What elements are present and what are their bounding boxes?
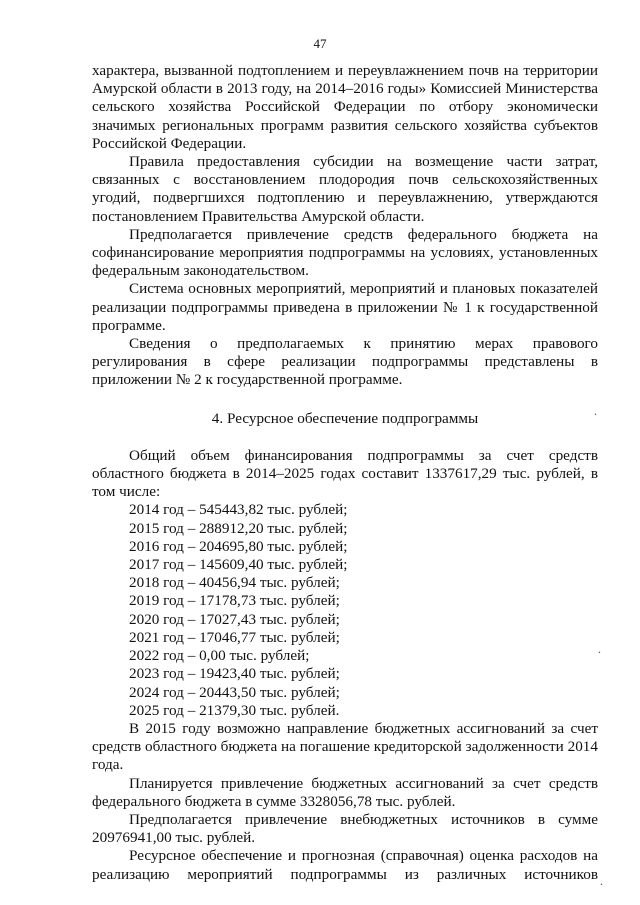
scan-mark: . [598,642,601,656]
year-item: 2018 год – 40456,94 тыс. рублей; [129,574,340,592]
paragraph-financing-intro: Общий объем финансирования подпрограммы за счет средств областного бюджета в 2014–2025 годах составит 1337617,29 тыс. рублей, в том числе: [92,446,598,501]
year-item: 2024 год – 20443,50 тыс. рублей; [129,683,340,701]
paragraph-continuation: характера, вызванной подтоплением и переувлажнением почв на территории Амурской области в 2013 году, на 2014–2016 годы» Комиссией Министерства сельского хозяйства Российской Федерации по отбору экономически значимых региональных программ развития сельского хозяйства субъектов Российской Федерации. [92,62,598,152]
year-item: 2014 год – 545443,82 тыс. рублей; [129,501,348,519]
paragraph-subsidy-rules: Правила предоставления субсидии на возмещение части затрат, связанных с восстановлением плодородия почв сельскохозяйственных угодий, подвергшихся подтоплению и переувлажнению, утверждаются постановлением Правительства Амурской области. [92,153,598,225]
year-item: 2015 год – 288912,20 тыс. рублей; [129,519,348,537]
year-item: 2025 год – 21379,30 тыс. рублей. [129,701,340,719]
paragraph-resource-estimate: Ресурсное обеспечение и прогнозная (справочная) оценка расходов на реализацию мероприятий подпрограммы из различных источников [92,847,598,883]
year-item: 2020 год – 17027,43 тыс. рублей; [129,610,340,628]
page-content [92,62,598,884]
paragraph-federal-budget: Предполагается привлечение средств федерального бюджета на софинансирование мероприятия подпрограммы на условиях, установленных федеральным законодательством. [92,225,598,280]
year-item: 2016 год – 204695,80 тыс. рублей; [129,537,348,555]
year-item: 2023 год – 19423,40 тыс. рублей; [129,665,340,683]
paragraph-federal-allocations: Планируется привлечение бюджетных ассигнований за счет средств федерального бюджета в сумме 3328056,78 тыс. рублей. [92,774,598,810]
page-number: 47 [313,36,327,51]
scan-mark: . [594,404,597,418]
paragraph-legal-regulation: Сведения о предполагаемых к принятию мерах правового регулирования в сфере реализации подпрограммы представлены в приложении № 2 к государственной программе. [92,335,598,389]
scan-mark: . [600,874,603,888]
paragraph-measures-system: Система основных мероприятий, мероприятий и плановых показателей реализации подпрограммы приведена в приложении № 1 к государственной программе. [92,280,598,334]
year-item: 2019 год – 17178,73 тыс. рублей; [129,592,340,610]
section-heading: 4. Ресурсное обеспечение подпрограммы [211,409,479,427]
year-item: 2017 год – 145609,40 тыс. рублей; [129,556,348,574]
paragraph-extrabudgetary: Предполагается привлечение внебюджетных источников в сумме 20976941,00 тыс. рублей. [92,810,598,847]
yearly-financing-list [92,501,598,719]
year-item: 2021 год – 17046,77 тыс. рублей; [129,628,340,646]
paragraph-debt-repayment: В 2015 году возможно направление бюджетных ассигнований за счет средств областного бюджета на погашение кредиторской задолженности 2014 года. [92,719,598,774]
year-item: 2022 год – 0,00 тыс. рублей; [129,647,310,665]
